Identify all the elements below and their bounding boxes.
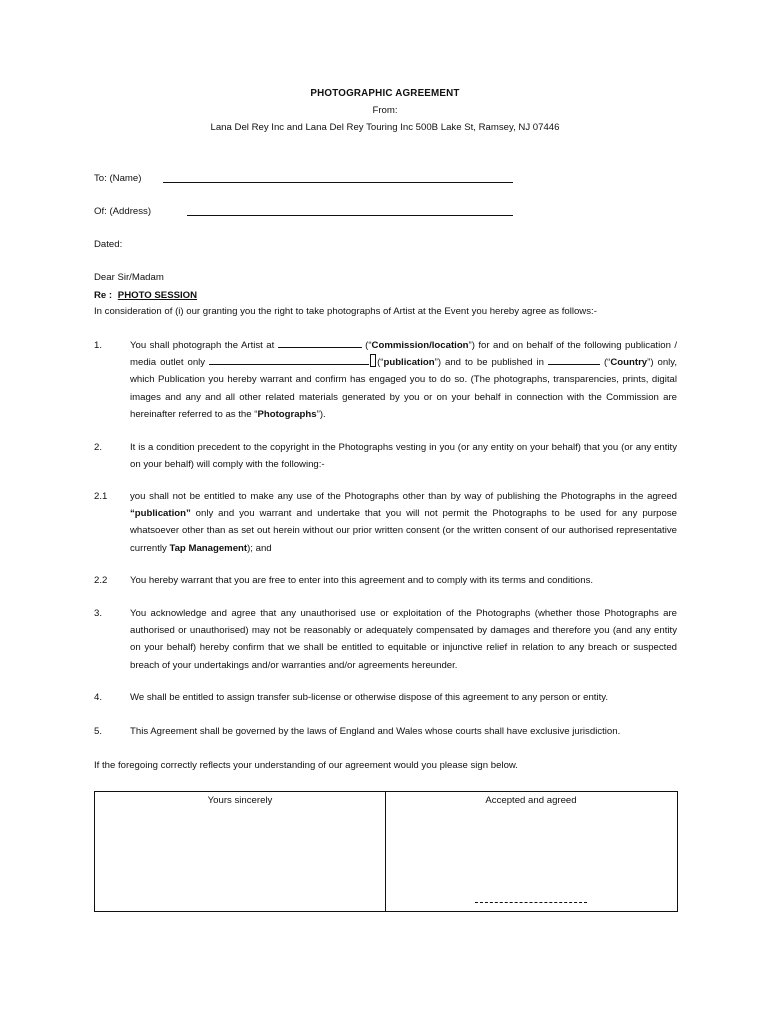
clause-4-text: We shall be entitled to assign transfer sub-license or otherwise dispose of this agreement to any person or entity.: [130, 692, 608, 703]
clause-2-text: It is a condition precedent to the copyright in the Photographs vesting in you (or any entity on your behalf) that you (or any entity on your behalf) will comply with the following:-: [130, 442, 677, 471]
signature-divider: [385, 792, 386, 911]
salutation: Dear Sir/Madam: [94, 272, 164, 283]
clause-4-number: 4.: [94, 692, 103, 703]
clause-3-text: You acknowledge and agree that any unauthorised use or exploitation of the Photographs (whether those Photographs are authorised or unauthorised) may not be reasonably or adequately compensated by damages and therefore you (and any entity on your behalf) hereby confirm that we shall be entitled to equitable or injunctive relief in relation to any breach or suspected breach of your undertakings and/or warranties and/or agreements hereunder.: [130, 608, 677, 671]
of-address-field[interactable]: [187, 215, 513, 216]
from-label: From:: [372, 105, 398, 116]
clause-1-number: 1.: [94, 340, 103, 351]
clause-2-2-number: 2.2: [94, 575, 108, 586]
intro-paragraph: In consideration of (i) our granting you the right to take photographs of Artist at the Event you hereby agree as follows:-: [94, 306, 597, 317]
closing-sentence: If the foregoing correctly reflects your understanding of our agreement would you please sign below.: [94, 760, 518, 771]
publication-field[interactable]: [209, 355, 369, 365]
from-line: Lana Del Rey Inc and Lana Del Rey Touring Inc 500B Lake St, Ramsey, NJ 07446: [210, 122, 560, 133]
clause-2-1-number: 2.1: [94, 491, 108, 502]
clause-2-2-text: You hereby warrant that you are free to enter into this agreement and to comply with its terms and conditions.: [130, 575, 594, 586]
re-subject: PHOTO SESSION: [117, 290, 198, 301]
to-name-field[interactable]: [163, 182, 513, 183]
dated-label: Dated:: [94, 239, 123, 250]
clause-5-number: 5.: [94, 726, 103, 737]
to-name-label: To: (Name): [94, 173, 142, 184]
clause-2-number: 2.: [94, 442, 103, 453]
clause-2-1-text: you shall not be entitled to make any use of the Photographs other than by way of publishing the Photographs in the agreed “publication” only and you warrant and undertake that you will not permit the Photographs to be used for any purpose whatsoever other than as set out herein without our prior written consent (or the written consent of our authorised representative currently Tap Management); and: [130, 491, 677, 554]
clause-5-text: This Agreement shall be governed by the laws of England and Wales whose courts shall have exclusive jurisdiction.: [130, 726, 621, 737]
signature-line-field[interactable]: [475, 902, 587, 903]
text-cursor-icon: [370, 354, 376, 367]
clause-3-number: 3.: [94, 608, 103, 619]
clause-1-text: You shall photograph the Artist at (“Commission/location”) for and on behalf of the following publication / media outlet only (“publication”) and to be published in (“Country”) only, which Publication you hereby warrant and confirm has engaged you to do so. (The photographs, transparencies, prints, digital images and any and all other related materials generated by you or on your behalf in connection with the Commission are hereinafter referred to as the “Photographs”).: [130, 340, 678, 420]
re-line: [94, 290, 197, 301]
re-label: Re :: [94, 290, 113, 301]
signature-table: [94, 791, 678, 912]
country-field[interactable]: [548, 355, 600, 365]
accepted-agreed-label: Accepted and agreed: [485, 795, 577, 806]
document-title: PHOTOGRAPHIC AGREEMENT: [310, 88, 460, 99]
commission-location-field[interactable]: [278, 338, 362, 348]
of-address-label: Of: (Address): [94, 206, 152, 217]
yours-sincerely-label: Yours sincerely: [207, 795, 273, 806]
